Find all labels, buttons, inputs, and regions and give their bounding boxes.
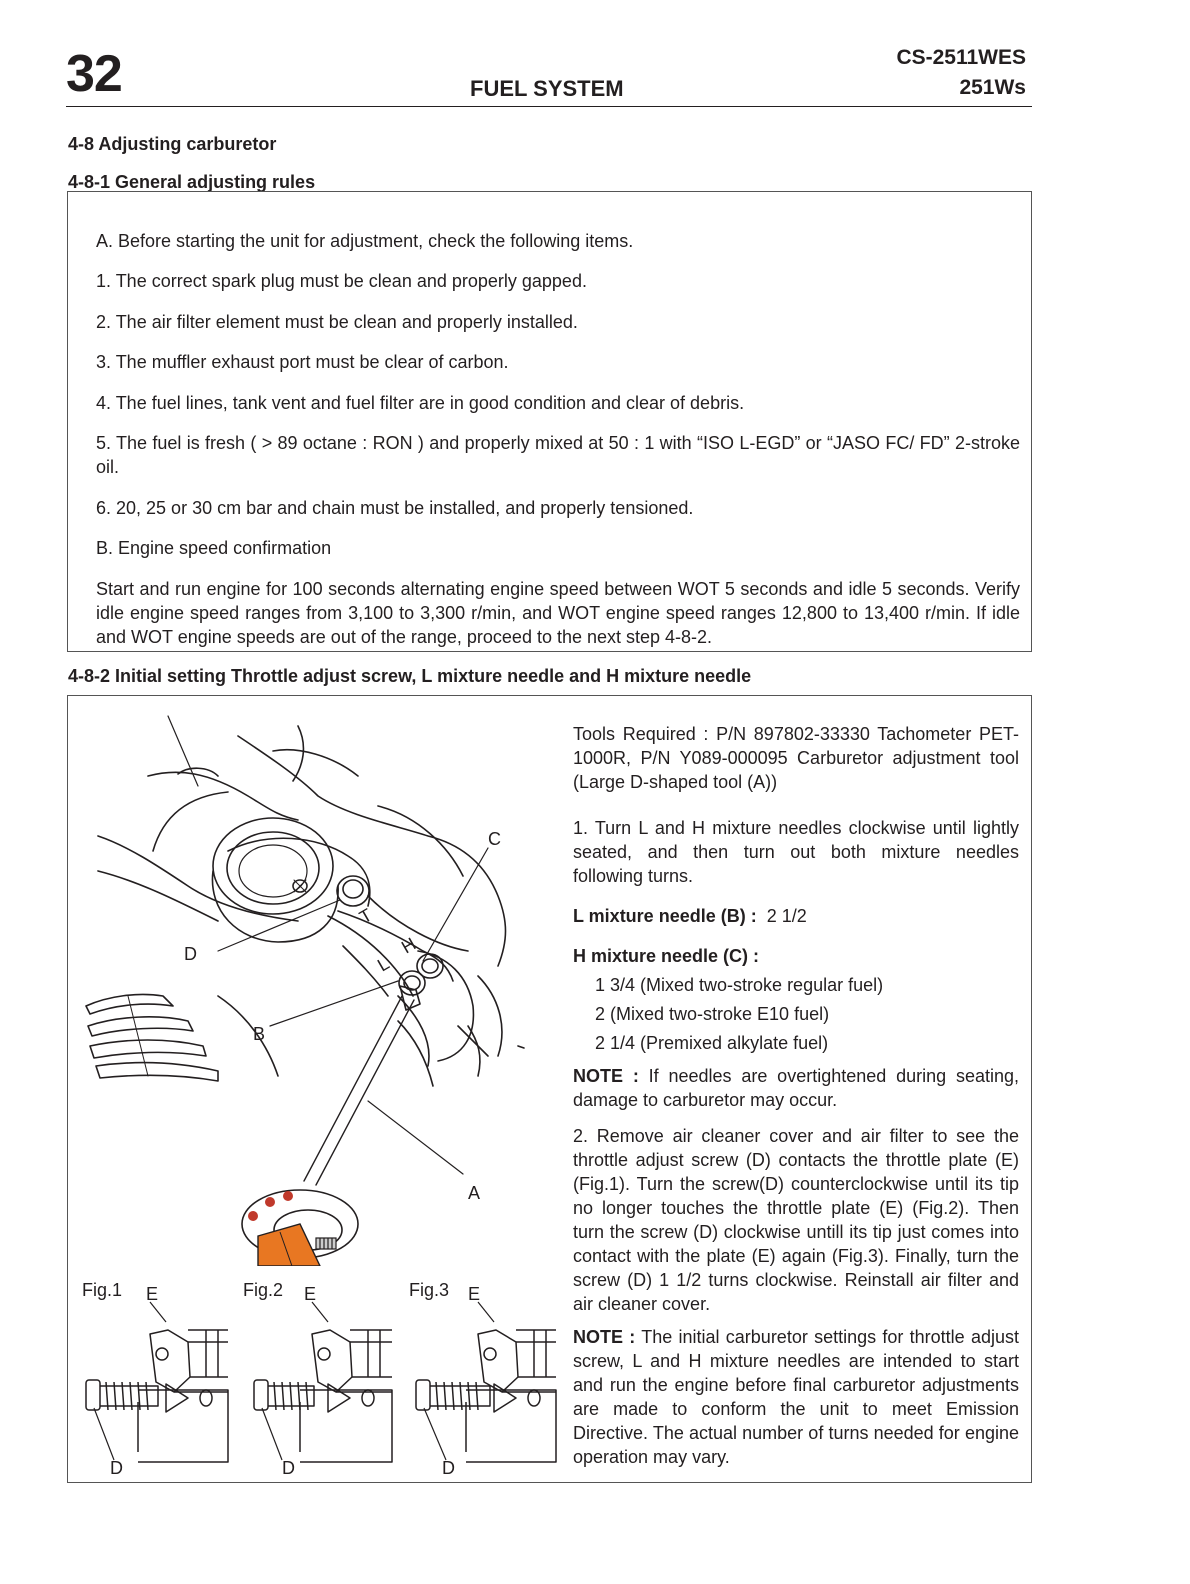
l-mixture-label: L mixture needle (B) : — [573, 906, 757, 926]
fig-1-callout-d: D — [110, 1458, 123, 1478]
rule-item-5: 5. The fuel is fresh ( > 89 octane : RON ) and properly mixed at 50 : 1 with “ISO L-EGD” or “JASO FC/ FD” 2-stroke oil. — [96, 433, 1020, 477]
note-2-label: NOTE : — [573, 1327, 636, 1347]
section-title: 4-8 Adjusting carburetor — [68, 134, 277, 154]
fig-1-label: Fig.1 — [82, 1280, 123, 1300]
step-1: 1. Turn L and H mixture needles clockwise until lightly seated, and then turn out both mixture needles following turns. — [573, 818, 1019, 886]
rule-item-a: A. Before starting the unit for adjustment, check the following items. — [96, 231, 634, 251]
fig-3-callout-d: D — [442, 1458, 455, 1478]
carburetor-adjustment-illustration — [68, 696, 568, 1266]
note-2 — [573, 1325, 1019, 1469]
model-name-1: CS-2511WES — [896, 46, 1026, 69]
marking-t: T — [356, 904, 376, 928]
l-mixture-value: 2 1/2 — [766, 906, 807, 926]
callout-b: B — [253, 1024, 266, 1044]
callout-d: D — [184, 944, 197, 964]
rule-item-4: 4. The fuel lines, tank vent and fuel filter are in good condition and clear of debris. — [96, 393, 745, 413]
h-mixture-value-1: 1 3/4 (Mixed two-stroke regular fuel) — [595, 975, 884, 995]
tools-required: Tools Required : P/N 897802-33330 Tachometer PET-1000R, P/N Y089-000095 Carburetor adjustment tool (Large D-shaped tool (A)) — [573, 724, 1019, 792]
rule-item-1: 1. The correct spark plug must be clean and properly gapped. — [96, 271, 587, 291]
rule-item-b: B. Engine speed confirmation — [96, 538, 332, 558]
rule-item-3: 3. The muffler exhaust port must be clear of carbon. — [96, 352, 509, 372]
subsection-2-title: 4-8-2 Initial setting Throttle adjust screw, L mixture needle and H mixture needle — [68, 666, 752, 686]
fig-2-label: Fig.2 — [243, 1280, 284, 1300]
h-mixture-value-2: 2 (Mixed two-stroke E10 fuel) — [595, 1004, 830, 1024]
figure-1 — [78, 1282, 238, 1478]
page-number: 32 — [66, 45, 122, 103]
engine-speed-paragraph: Start and run engine for 100 seconds alternating engine speed between WOT 5 seconds and idle 5 seconds. Verify idle engine speed ranges from 3,100 to 3,300 r/min, and WOT engine speed ranges 12,800 to 13,400 r/min. If idle and WOT engine speeds are out of the range, proceed to the next step 4-8-2. — [96, 579, 1020, 647]
step-2: 2. Remove air cleaner cover and air filter to see the throttle adjust screw (D) contacts the throttle plate (E) (Fig.1). Turn the screw(D) counterclockwise until its tip no longer touches the throttle plate (E) (Fig.2). Then turn the screw (D) clockwise untill its tip just comes into contact with the plate (E) again (Fig.3). Finally, turn the screw (D) 1 1/2 turns clockwise. Reinstall air filter and air cleaner cover. — [573, 1126, 1019, 1314]
note-1 — [573, 1064, 1019, 1112]
note-1-text: If needles are overtightened during seating, damage to carburetor may occur. — [573, 1066, 1019, 1110]
h-mixture-value-3: 2 1/4 (Premixed alkylate fuel) — [595, 1033, 829, 1053]
fig-3-label: Fig.3 — [409, 1280, 450, 1300]
section-header-title: FUEL SYSTEM — [470, 76, 624, 101]
fig-3-callout-e: E — [468, 1284, 481, 1304]
fig-2-callout-e: E — [304, 1284, 317, 1304]
callout-c: C — [488, 829, 501, 849]
subsection-1-title: 4-8-1 General adjusting rules — [68, 172, 316, 192]
note-2-text: The initial carburetor settings for throttle adjust screw, L and H mixture needles are intended to start and run the engine before final carburetor adjustments are made to conform the unit to meet Emission Directive. The actual number of turns needed for engine operation may vary. — [573, 1327, 1019, 1467]
callout-a: A — [468, 1183, 481, 1203]
figure-2 — [242, 1282, 402, 1478]
rule-item-6: 6. 20, 25 or 30 cm bar and chain must be installed, and properly tensioned. — [96, 498, 694, 518]
model-name-2: 251Ws — [959, 76, 1026, 99]
header-rule — [66, 106, 1032, 107]
marking-h: H — [398, 933, 420, 958]
note-1-label: NOTE : — [573, 1066, 639, 1086]
h-mixture-label: H mixture needle (C) : — [573, 946, 760, 966]
marking-l: L — [374, 953, 393, 976]
fig-1-callout-e: E — [146, 1284, 159, 1304]
fig-2-callout-d: D — [282, 1458, 295, 1478]
rule-item-2: 2. The air filter element must be clean and properly installed. — [96, 312, 578, 332]
l-mixture-setting — [573, 904, 1019, 928]
figure-3 — [406, 1282, 566, 1478]
